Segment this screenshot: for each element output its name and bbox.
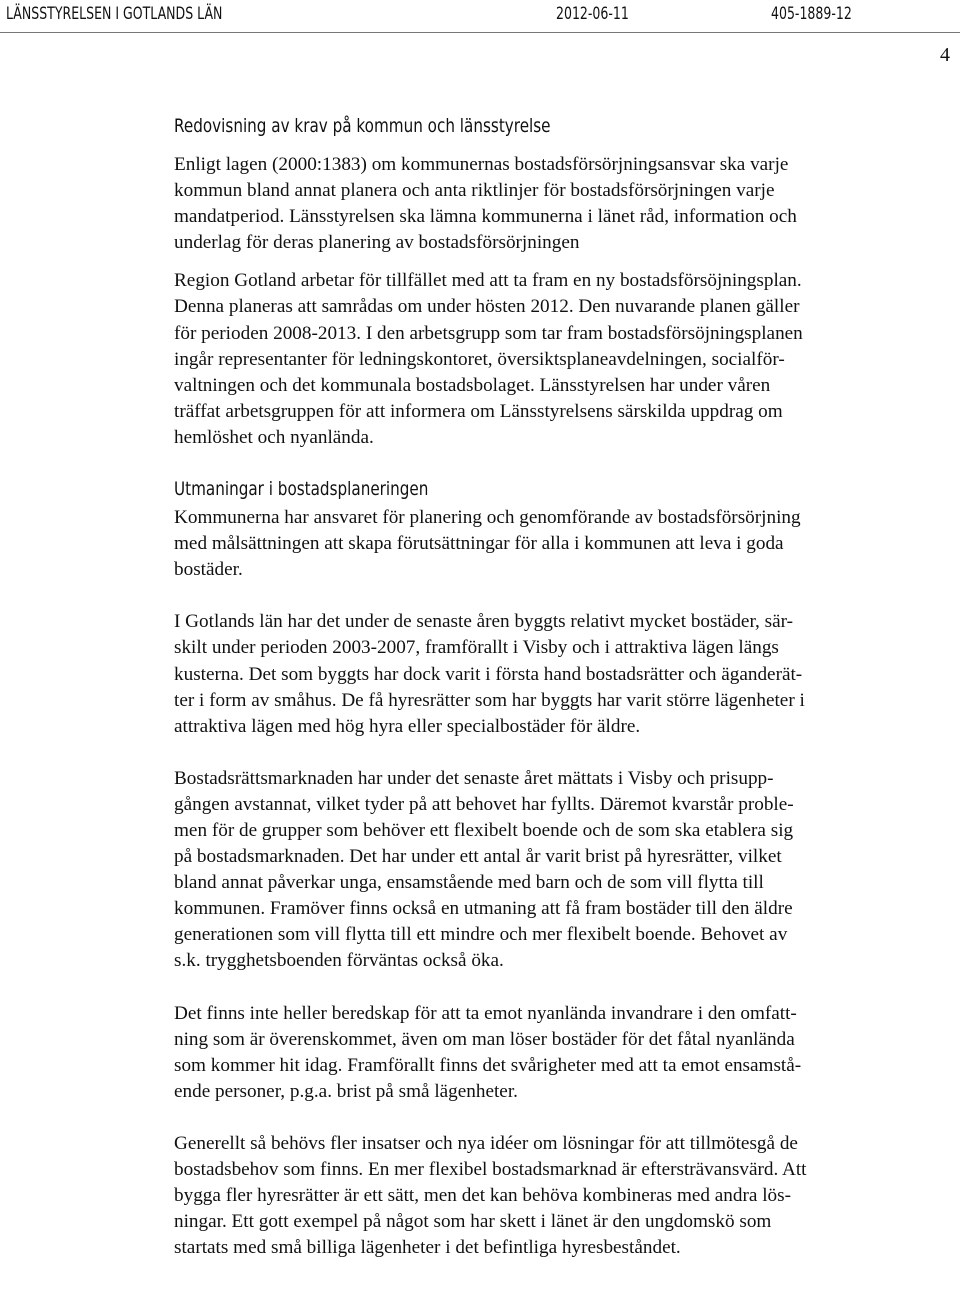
paragraph: I Gotlands län har det under de senaste åren byggts relativt mycket bostäder, sär- skilt under perioden 2003-2007, framförallt i Visby och i attraktiva lägen längs kusterna. Det som byggts har dock varit i första hand bostadsrätter och äganderät- ter i form av småhus. De få hyresrätter som har byggts har varit större lägenheter i attraktiva lägen med hög hyra eller specialbostäder för äldre. <box>174 611 805 737</box>
page-number: 4 <box>940 44 950 66</box>
header-reference: 405-1889-12 <box>771 4 852 24</box>
paragraph: Bostadsrättsmarknaden har under det senaste året mättats i Visby och prisupp- gången avstannat, vilket tyder på att behovet har fyllts. Däremot kvarstår proble- men för de grupper som behöver ett flexibelt boende och de som ska etablera sig på bostadsmarknaden. Det har under ett antal år varit brist på hyresrätter, vilket bland annat påverkar unga, ensamstående med barn och de som vill flytta till kommunen. Framöver finns också en utmaning att få fram bostäder till den äldre generationen som vill flytta till ett mindre och mer flexibelt boende. Behovet av s.k. trygghetsboenden förväntas också öka. <box>174 767 794 972</box>
document-body <box>174 112 934 1261</box>
page-header <box>0 0 960 34</box>
header-date: 2012-06-11 <box>556 4 629 24</box>
section-utmaningar <box>174 475 934 1261</box>
paragraph: Region Gotland arbetar för tillfället med att ta fram en ny bostadsförsöjningsplan. Denna planeras att samrådas om under hösten 2012. Den nuvarande planen gäller för perioden 2008-2013. I den arbetsgrupp som tar fram bostadsförsöjningsplanen ingår representanter för ledningskontoret, översiktsplaneavdelningen, socialför- valtningen och det kommunala bostadsbolaget. Länsstyrelsen har under våren träffat arbetsgruppen för att informera om Länsstyrelsens särskilda uppdrag om hemlöshet och nyanlända. <box>174 270 803 448</box>
header-organization: LÄNSSTYRELSEN I GOTLANDS LÄN <box>6 4 223 24</box>
section-redovisning <box>174 112 934 451</box>
paragraph: Generellt så behövs fler insatser och nya idéer om lösningar för att tillmötesgå de bostadsbehov som finns. En mer flexibel bostadsmarknad är eftersträvansvärd. Att bygga fler hyresrätter är ett sätt, men det kan behöva kombineras med andra lös- ningar. Ett gott exempel på något som har skett i länet är den ungdomskö som startats med små billiga lägenheter i det befintliga hyresbeståndet. <box>174 1132 807 1259</box>
section-title-redovisning: Redovisning av krav på kommun och länsstyrelse <box>174 115 551 137</box>
header-divider <box>0 32 960 33</box>
paragraph: Det finns inte heller beredskap för att ta emot nyanlända invandrare i den omfatt- ning som är överenskommet, även om man löser bostäder för det fåtal nyanlända som kommer hit idag. Framförallt finns det svårigheter med att ta emot ensamstå- ende personer, p.g.a. brist på små lägenheter. <box>174 1002 802 1102</box>
section-title-utmaningar: Utmaningar i bostadsplaneringen <box>174 478 429 501</box>
paragraph: Enligt lagen (2000:1383) om kommunernas bostadsförsörjningsansvar ska varje kommun bland annat planera och anta riktlinjer för bostadsförsörjningen varje mandatperiod. Länsstyrelsen ska lämna kommunerna i länet råd, information och underlag för deras planering av bostadsförsörjningen <box>174 154 797 254</box>
paragraph: Kommunerna har ansvaret för planering och genomförande av bostadsförsörjning med målsättningen att skapa förutsättningar för alla i kommunen att leva i goda bostäder. <box>174 507 801 581</box>
